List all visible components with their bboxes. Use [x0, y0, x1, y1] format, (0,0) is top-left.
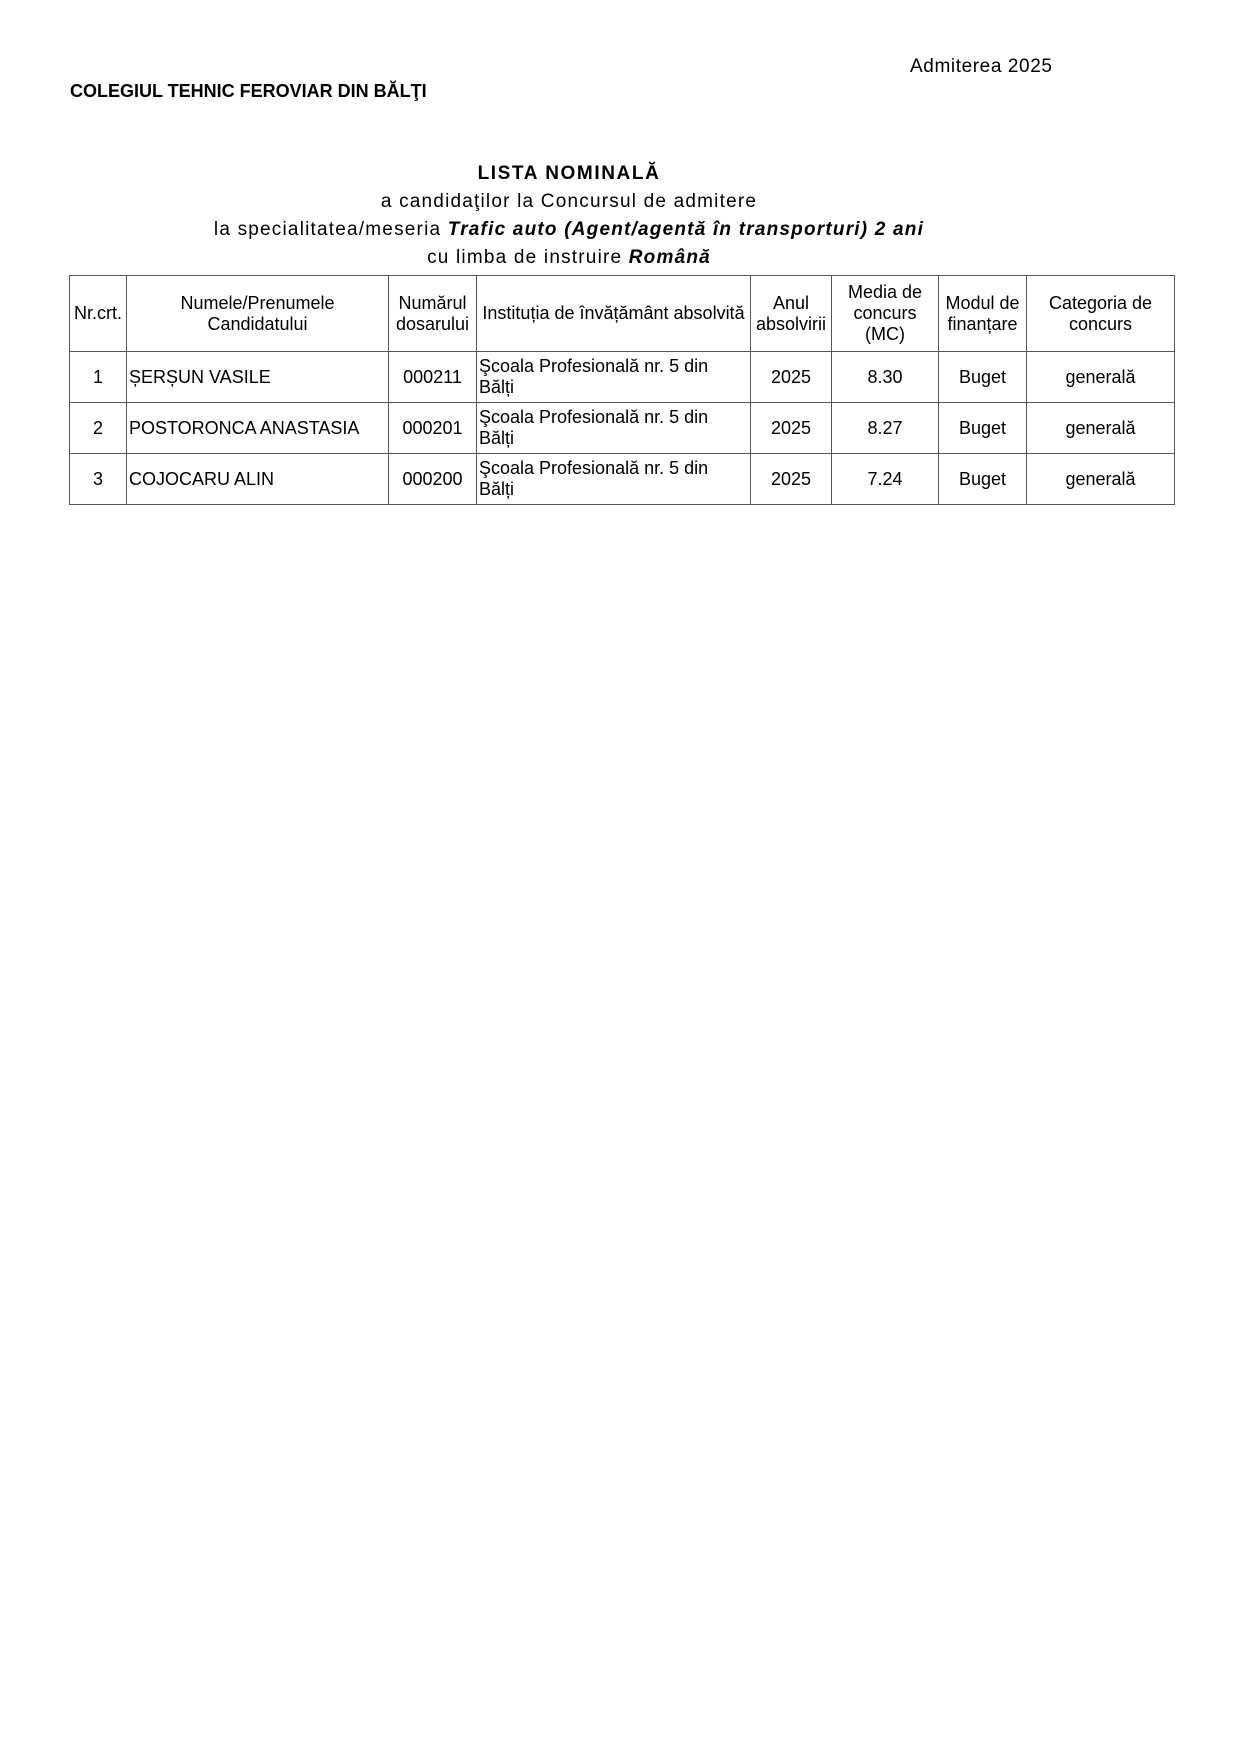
cell-funding: Buget — [939, 454, 1027, 505]
cell-year: 2025 — [751, 454, 832, 505]
column-header-average: Media de concurs (MC) — [832, 276, 939, 352]
candidates-table — [69, 275, 1175, 505]
cell-school: Şcoala Profesională nr. 5 din Bălți — [477, 352, 751, 403]
cell-funding: Buget — [939, 403, 1027, 454]
cell-nr: 1 — [70, 352, 127, 403]
cell-average: 8.30 — [832, 352, 939, 403]
specialty-name: Trafic auto (Agent/agentă în transporturi) 2 ani — [447, 219, 925, 240]
document-subtitle: a candidaţilor la Concursul de admitere — [380, 191, 758, 212]
column-header-funding: Modul de finanțare — [939, 276, 1027, 352]
cell-category: generală — [1027, 352, 1175, 403]
document-title: LISTA NOMINALĂ — [477, 163, 661, 184]
cell-average: 8.27 — [832, 403, 939, 454]
cell-file: 000211 — [389, 352, 477, 403]
language-name: Română — [628, 247, 711, 268]
admission-year: Admiterea 2025 — [910, 56, 1053, 77]
cell-average: 7.24 — [832, 454, 939, 505]
column-header-name: Numele/Prenumele Candidatului — [127, 276, 389, 352]
cell-file: 000201 — [389, 403, 477, 454]
specialty-line — [0, 216, 1138, 244]
cell-category: generală — [1027, 454, 1175, 505]
cell-name: ȘERȘUN VASILE — [127, 352, 389, 403]
cell-year: 2025 — [751, 403, 832, 454]
language-prefix: cu limba de instruire — [427, 247, 629, 268]
table-row — [70, 403, 1175, 454]
specialty-prefix: la specialitatea/meseria — [213, 219, 448, 240]
cell-file: 000200 — [389, 454, 477, 505]
column-header-school: Instituția de învățământ absolvită — [477, 276, 751, 352]
column-header-category: Categoria de concurs — [1027, 276, 1175, 352]
column-header-year: Anul absolvirii — [751, 276, 832, 352]
cell-year: 2025 — [751, 352, 832, 403]
institution-name: COLEGIUL TEHNIC FEROVIAR DIN BĂLŢI — [70, 81, 427, 101]
cell-nr: 2 — [70, 403, 127, 454]
cell-category: generală — [1027, 403, 1175, 454]
table-header-row — [70, 276, 1175, 352]
cell-name: COJOCARU ALIN — [127, 454, 389, 505]
cell-funding: Buget — [939, 352, 1027, 403]
column-header-nr: Nr.crt. — [70, 276, 127, 352]
cell-name: POSTORONCA ANASTASIA — [127, 403, 389, 454]
cell-nr: 3 — [70, 454, 127, 505]
language-line — [0, 244, 1138, 272]
table-row — [70, 352, 1175, 403]
cell-school: Şcoala Profesională nr. 5 din Bălți — [477, 454, 751, 505]
table-row — [70, 454, 1175, 505]
cell-school: Şcoala Profesională nr. 5 din Bălți — [477, 403, 751, 454]
column-header-file: Numărul dosarului — [389, 276, 477, 352]
